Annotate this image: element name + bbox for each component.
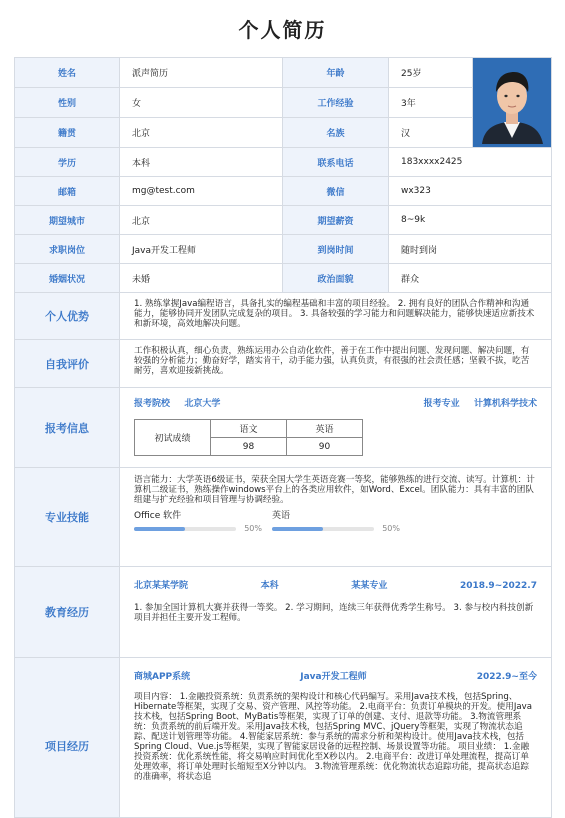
project-header xyxy=(134,672,537,682)
page-title: 个人简历 xyxy=(238,18,327,42)
age-label: 年龄 xyxy=(283,58,389,88)
score-table xyxy=(134,419,363,456)
skill-office-pct: 50% xyxy=(244,524,262,533)
salary-label: 期望薪资 xyxy=(283,206,389,235)
gender-value: 女 xyxy=(120,88,283,118)
evaluation-label: 自我评价 xyxy=(15,340,120,388)
exam-header xyxy=(134,396,537,409)
arrive-value: 随时到岗 xyxy=(389,235,552,264)
city-label: 期望城市 xyxy=(15,206,120,235)
political-label: 政治面貌 xyxy=(283,264,389,293)
job-label: 求职岗位 xyxy=(15,235,120,264)
skill-office-bar xyxy=(134,527,236,531)
political-value: 群众 xyxy=(389,264,552,293)
arrive-label: 到岗时间 xyxy=(283,235,389,264)
origin-label: 籍贯 xyxy=(15,118,120,148)
exam-school-label: 报考院校 xyxy=(134,399,171,409)
resume-table xyxy=(14,57,552,818)
subject-english: 英语 xyxy=(287,420,363,438)
gender-label: 性别 xyxy=(15,88,120,118)
education-header xyxy=(134,581,537,591)
project-text: 项目内容： 1.金融投资系统：负责系统的架构设计和核心代码编写。采用Java技术栈，包括Spring、Hibernate等框架，实现了交易、资产管理、风控等功能。 2.电商平台：负责订单模块的开发。使用Java技术栈，包括Spring Boot、MyBatis等框架，实现了订单的创建、支付、退款等功能。 3.物流管理系统：负责系统的前后端开发。采用Java技术栈，包括Spring MVC、jQuery等框架，实现了物流状态追踪、配送计划管理等功能。 4.智能家居系统：参与系统的需求分析和架构设计。使用Java技术栈，包括Spring Cloud、Vue.js等框架，实现了智能家居设备的远程控制、场景设置等功能。 项目业绩： 1.金融投资系统：优化系统性能，将交易响应时间优化至X秒以内。 2.电商平台：改进订单处理流程，提高订单处理效率，将订单处理时长缩短至X分钟以内。 3.物流管理系统：优化物流状态追踪功能，提高状态追踪的准确率，将状态追 xyxy=(134,692,532,782)
education-period: 2018.9~2022.7 xyxy=(459,581,537,591)
evaluation-text: 工作积极认真，细心负责，熟练运用办公自动化软件，善于在工作中提出问题、发现问题、解决问题，有较强的分析能力；勤奋好学，踏实肯干，动手能力强，认真负责，有很强的社会责任感；坚毅不拔，吃苦耐劳，喜欢迎接新挑战。 xyxy=(120,340,552,388)
phone-label: 联系电话 xyxy=(283,148,389,177)
city-value: 北京 xyxy=(120,206,283,235)
marital-value: 未婚 xyxy=(120,264,283,293)
skill-english-fill xyxy=(272,527,323,531)
score-english: 90 xyxy=(287,438,363,456)
advantage-text: 1. 熟练掌握Java编程语言，具备扎实的编程基础和丰富的项目经验。 2. 拥有良好的团队合作精神和沟通能力，能够协同开发团队完成复杂的项目。 3. 具备较强的学习能力和问题解决能力，能够快速适应新技术和新环境，高效地解决问题。 xyxy=(120,293,552,340)
origin-value: 北京 xyxy=(120,118,283,148)
ethnic-value: 汉 xyxy=(389,118,473,148)
exam-school-value: 北京大学 xyxy=(184,399,221,409)
skills-text: 语言能力：大学英语6级证书，荣获全国大学生英语竞赛一等奖，能够熟练的进行交流、读写。计算机：计算机二级证书，熟练操作windows平台上的各类应用软件，如Word、Excel。团队能力：具有丰富的团队组建与扩充经验和项目管理与协调经验。 xyxy=(134,475,535,505)
wechat-value: wx323 xyxy=(389,177,552,206)
skill-office-name: Office 软件 xyxy=(134,511,182,521)
age-value: 25岁 xyxy=(389,58,473,88)
exam-section xyxy=(120,388,552,468)
phone-value: 183xxxx2425 xyxy=(389,148,552,177)
skill-office xyxy=(134,511,262,534)
advantage-label: 个人优势 xyxy=(15,293,120,340)
education-text: 1. 参加全国计算机大赛并获得一等奖。 2. 学习期间，连续三年获得优秀学生称号。 3. 参与校内科技创新项目并担任主要开发工程师。 xyxy=(134,603,534,623)
email-value: mg@test.com xyxy=(120,177,283,206)
experience-label: 工作经验 xyxy=(283,88,389,118)
exam-label: 报考信息 xyxy=(15,388,120,468)
skill-english-name: 英语 xyxy=(272,511,291,521)
skill-english-bar xyxy=(272,527,374,531)
skill-english xyxy=(272,511,400,534)
education-section xyxy=(120,567,552,658)
name-value: 派声简历 xyxy=(120,58,283,88)
degree-value: 本科 xyxy=(120,148,283,177)
project-period: 2022.9~至今 xyxy=(476,672,537,682)
skill-office-fill xyxy=(134,527,185,531)
project-section xyxy=(120,658,552,818)
exam-major-group xyxy=(424,396,537,409)
project-role: Java开发工程师 xyxy=(300,672,367,682)
avatar xyxy=(473,58,552,148)
education-school: 北京某某学院 xyxy=(134,581,189,591)
education-label: 教育经历 xyxy=(15,567,120,658)
salary-value: 8~9k xyxy=(389,206,552,235)
education-major: 某某专业 xyxy=(351,581,388,591)
education-degree: 本科 xyxy=(260,581,279,591)
name-label: 姓名 xyxy=(15,58,120,88)
project-label: 项目经历 xyxy=(15,658,120,818)
degree-label: 学历 xyxy=(15,148,120,177)
exam-school-group xyxy=(134,396,220,409)
marital-label: 婚姻状况 xyxy=(15,264,120,293)
score-chinese: 98 xyxy=(211,438,287,456)
skill-english-pct: 50% xyxy=(382,524,400,533)
ethnic-label: 名族 xyxy=(283,118,389,148)
avatar-photo xyxy=(474,58,551,144)
exam-major-label: 报考专业 xyxy=(423,399,460,409)
wechat-label: 微信 xyxy=(283,177,389,206)
project-company: 商城APP系统 xyxy=(134,672,191,682)
skill-bars xyxy=(134,511,537,534)
experience-value: 3年 xyxy=(389,88,473,118)
skills-label: 专业技能 xyxy=(15,468,120,567)
score-label: 初试成绩 xyxy=(135,420,211,456)
job-value: Java开发工程师 xyxy=(120,235,283,264)
email-label: 邮箱 xyxy=(15,177,120,206)
skills-section xyxy=(120,468,552,567)
exam-major-value: 计算机科学技术 xyxy=(473,399,537,409)
subject-chinese: 语文 xyxy=(211,420,287,438)
